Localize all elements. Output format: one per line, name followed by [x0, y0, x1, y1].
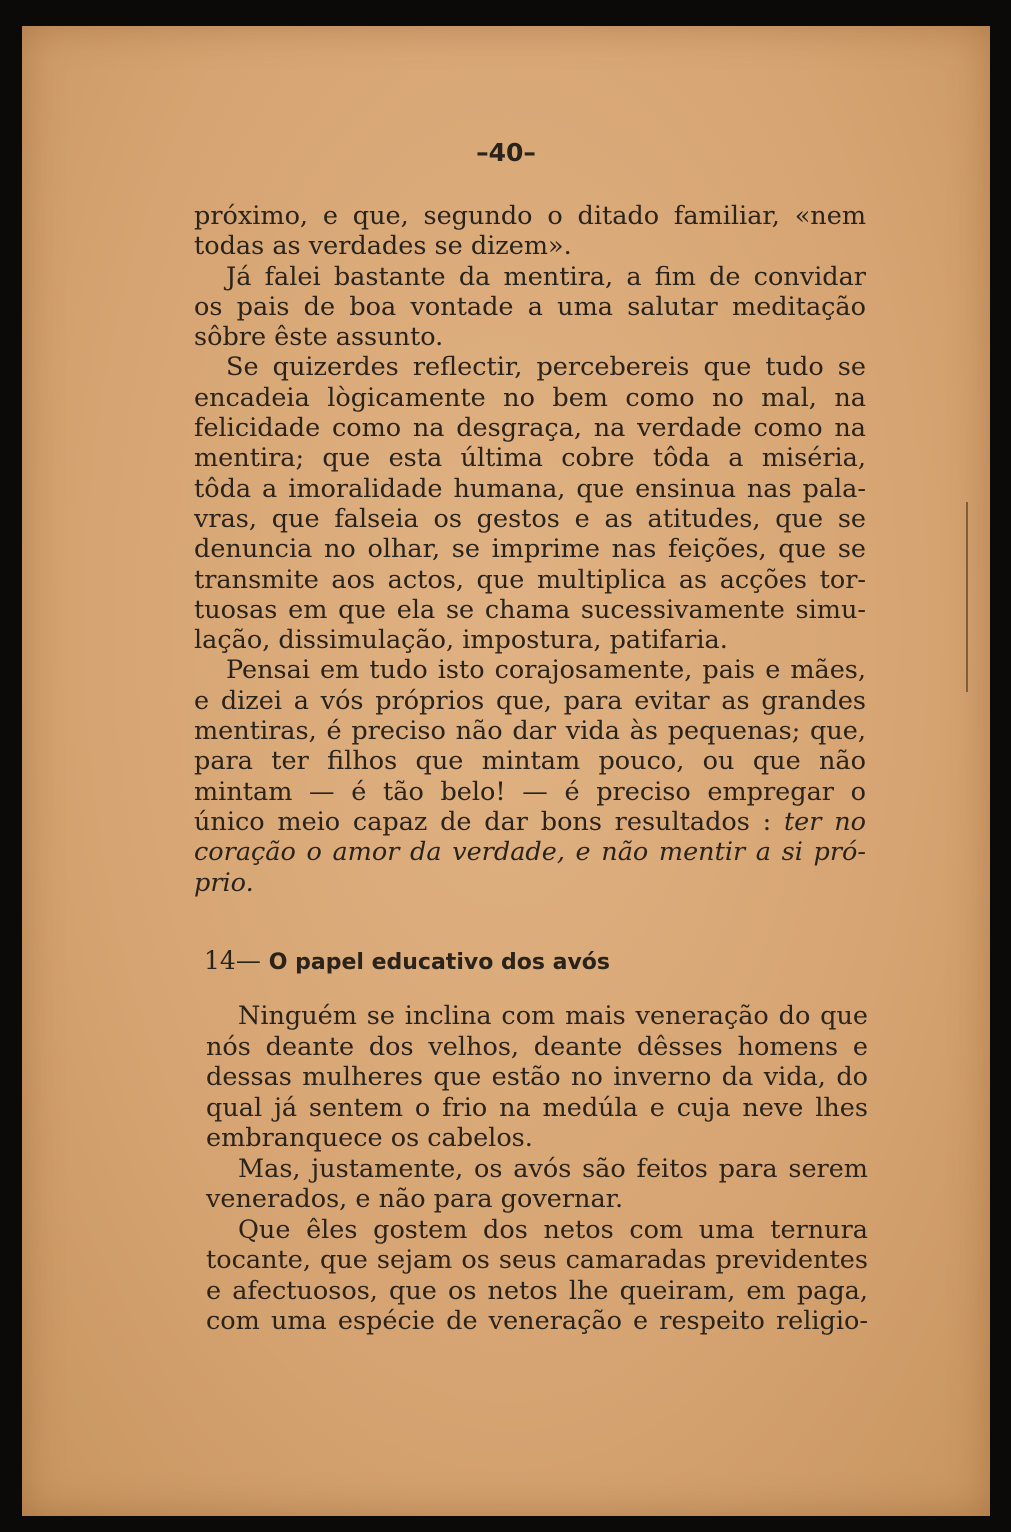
text-line: todas as verdades se dizem». — [194, 231, 572, 262]
italic-line: coração o amor da verdade, e não mentir a si pró- — [194, 837, 866, 868]
text-line: dessas mulheres que estão no inverno da vida, do — [206, 1062, 868, 1092]
text-line: felicidade como na desgraça, na verdade como na — [194, 413, 866, 444]
text-line: lação, dissimulação, impostura, patifaria. — [194, 625, 728, 656]
body-text-top — [194, 201, 866, 898]
text-line-mixed — [194, 807, 866, 837]
text-line: mentira; que esta última cobre tôda a miséria, — [194, 443, 866, 474]
text-line: Se quizerdes reflectir, percebereis que tudo se — [226, 352, 866, 383]
text-line: Mas, justamente, os avós são feitos para serem — [238, 1153, 868, 1184]
text-line: denuncia no olhar, se imprime nas feições, que se — [194, 534, 866, 565]
text-line: e afectuosos, que os netos lhe queiram, em paga, — [206, 1275, 868, 1306]
book-page — [22, 26, 990, 1516]
text-run: único meio capaz de dar bons resultados : — [194, 806, 772, 837]
text-line: tôda a imoralidade humana, que ensinua nas pala- — [194, 473, 866, 504]
text-line: qual já sentem o frio na medúla e cuja neve lhes — [206, 1092, 868, 1123]
text-line: próximo, e que, segundo o ditado familiar, «nem — [194, 201, 866, 231]
page-number: –40– — [476, 138, 536, 167]
text-line: transmite aos actos, que multiplica as acções tor- — [194, 564, 866, 595]
body-text-bottom — [206, 1001, 868, 1337]
italic-text: ter no — [783, 806, 866, 837]
text-line: venerados, e não para governar. — [206, 1184, 624, 1214]
italic-line: prio. — [194, 867, 254, 898]
text-line: Já falei bastante da mentira, a fim de convidar — [226, 261, 866, 292]
text-line: Que êles gostem dos netos com uma ternura — [238, 1214, 868, 1245]
section-number: 14 — [204, 946, 236, 975]
text-line: sôbre êste assunto. — [194, 322, 444, 353]
text-line: mintam — é tão belo! — é preciso empregar o — [194, 776, 866, 807]
text-line: e dizei a vós próprios que, para evitar as grandes — [194, 685, 866, 716]
text-line: embranquece os cabelos. — [206, 1123, 533, 1153]
text-line: os pais de boa vontade a uma salutar meditação — [194, 291, 866, 322]
text-line: com uma espécie de veneração e respeito religio- — [206, 1306, 868, 1336]
text-line: para ter filhos que mintam pouco, ou que não — [194, 746, 866, 777]
text-line: vras, que falseia os gestos e as atitudes, que se — [194, 503, 866, 534]
section-heading — [204, 946, 610, 975]
text-line: mentiras, é preciso não dar vida às pequenas; que, — [194, 716, 866, 747]
text-line: Pensai em tudo isto corajosamente, pais e mães, — [226, 655, 866, 686]
section-title: O papel educativo dos avós — [268, 950, 610, 975]
text-line: nós deante dos velhos, deante dêsses homens e — [206, 1031, 868, 1062]
text-line: tuosas em que ela se chama sucessivamente simu- — [194, 594, 866, 625]
text-line: tocante, que sejam os seus camaradas previdentes — [206, 1245, 868, 1275]
section-dash: — — [235, 946, 261, 975]
binding-stitch-mark — [966, 502, 972, 692]
text-line: Ninguém se inclina com mais veneração do que — [238, 1001, 868, 1031]
text-line: encadeia lògicamente no bem como no mal, na — [194, 382, 866, 413]
